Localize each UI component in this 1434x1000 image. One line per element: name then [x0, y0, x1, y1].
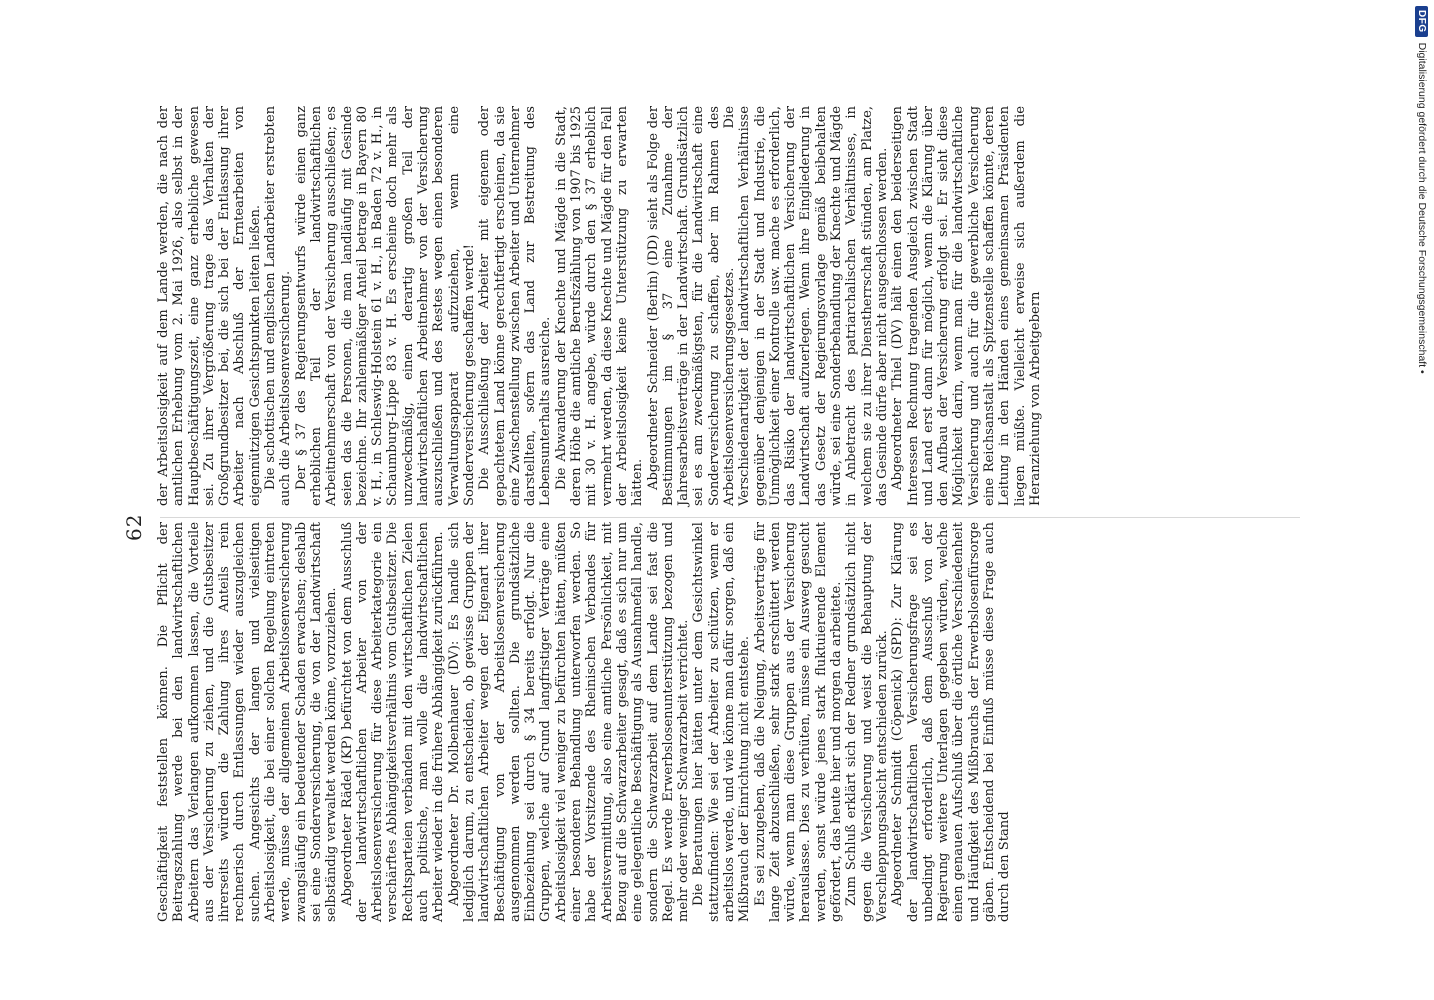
paragraph: Die Abwanderung der Knechte und Mägde in die Stadt, deren Höhe die amtliche Berufszählung von 1907 bis 1925 mit 30 v. H. angebe, würde durch den § 37 erheblich vermehrt werden, da diese Knechte und Mägde für den Fall der Arbeitslosigkeit keine Unterstützung zu erwarten hätten.	[553, 106, 646, 506]
column-divider	[160, 517, 1300, 518]
paragraph: Die schottischen und englischen Landarbeiter erstrebten auch die Arbeitslosenversicherung.	[263, 106, 294, 506]
paragraph: Abgeordneter Dr. Molbenhauer (DV): Es handle sich lediglich darum, zu entscheiden, ob gewisse Gruppen der landwirtschaftlichen Arbeiter wegen der Eigenart ihrer Beschäftigung von der Arbeitslosenversicherung ausgenommen werden sollten. Die grundsätzliche Einbeziehung sei durch § 34 bereits erfolgt. Nur die Gruppen, welche auf Grund langfristiger Verträge eine Arbeitslosigkeit viel weniger zu befürchten hätten, müßten einer besonderen Behandlung unterworfen werden. So habe der Vorsitzende des Rheinischen Verbandes für Arbeitsvermittlung, also eine amtliche Persönlichkeit, mit Bezug auf die Schwarzarbeiter gesagt, daß es sich nur um eine gelegentliche Beschäftigung als Ausnahmefall handle, sondern die Schwarzarbeit auf dem Lande sei fast die Regel. Es werde Erwerbslosenunterstützung bezogen und mehr oder weniger Schwarzarbeit verrichtet.	[446, 522, 692, 922]
paragraph: Zum Schluß erklärt sich der Redner grundsätzlich nicht gegen die Versicherung und weist die Behauptung der Verschleppungsabsicht entschieden zurück.	[844, 522, 890, 922]
left-column	[156, 522, 1013, 922]
watermark-text: Digitalisierung gefördert durch die Deutsche Forschungsgemeinschaft •	[1416, 42, 1428, 374]
paragraph: Geschäftigkeit feststellen können. Die Pflicht der Beitragszahlung werde bei den landwirtschaftlichen Arbeitern das Verlangen aufkommen lassen, die Vorteile aus der Versicherung zu ziehen, und die Gutsbesitzer ihrerseits würden die Zahlung ihres Anteils rein rechnerisch durch Entlassungen wieder auszugleichen suchen. Angesichts der langen und vielseitigen Arbeitslosigkeit, die bei einer solchen Regelung eintreten werde, müsse der allgemeinen Arbeitslosenversicherung zwangsläufig ein bedeutender Schaden erwachsen; deshalb sei eine Sonderversicherung, die von der Landwirtschaft selbständig verwaltet werden könne, vorzuziehen.	[156, 522, 340, 922]
paragraph: Abgeordneter Schneider (Berlin) (DD) sieht als Folge der Bestimmungen im § 37 eine Zunahme der Jahresarbeitsverträge in der Landwirtschaft. Grundsätzlich sei es am zweckmäßigsten, für die Landwirtschaft eine Sonderversicherung zu schaffen, aber im Rahmen des Arbeitslosenversicherungsgesetzes. Die Verschiedenartigkeit der landwirtschaftlichen Verhältnisse gegenüber denjenigen in der Stadt und Industrie, die Unmöglichkeit einer Kontrolle usw. mache es erforderlich, das Risiko der landwirtschaftlichen Versicherung der Landwirtschaft aufzuerlegen. Wenn ihre Eingliederung in das Gesetz der Regierungsvorlage gemäß beibehalten würde, sei eine Sonderbehandlung der Knechte und Mägde in Anbetracht des patriarchalischen Verhältnisses, in welchem sie zu ihrer Dienstherrschaft stünden, am Platze, das Gesinde dürfe aber nicht ausgeschlossen werden.	[645, 106, 890, 506]
paragraph: Die Ausschließung der Arbeiter mit eigenem oder gepachtetem Land könne gerechtfertigt erscheinen, da sie eine Zwischenstellung zwischen Arbeiter und Unternehmer darstellten, sofern das Land zur Bestreitung des Lebensunterhalts ausreiche.	[477, 106, 554, 506]
page-number: 62	[122, 513, 146, 541]
right-column	[156, 106, 1043, 506]
watermark-rotated	[1410, 6, 1434, 996]
paragraph: Es sei zuzugeben, daß die Neigung, Arbeitsverträge für lange Zeit abzuschließen, sehr stark erschüttert werden würde, wenn man diese Gruppen aus der Versicherung herauslasse. Dies zu verhüten, müsse ein Ausweg gesucht werden, sonst würde jenes stark fluktuierende Element gefördert, das heute hier und morgen da arbeitete.	[752, 522, 845, 922]
paragraph: der Arbeitslosigkeit auf dem Lande werden, die nach der amtlichen Erhebung vom 2. Mai 1926, also selbst in der Hauptbeschäftigungszeit, eine ganz erhebliche gewesen sei. Zu ihrer Vergrößerung trage das Verhalten der Großgrundbesitzer bei, die sich bei der Entlassung ihrer Arbeiter nach Abschluß der Erntearbeiten von eigennützigen Gesichtspunkten leiten ließen.	[156, 106, 263, 506]
paragraph: Abgeordneter Schmidt (Cöpenick) (SPD): Zur Klärung der landwirtschaftlichen Versicherungsfrage sei es unbedingt erforderlich, daß dem Ausschuß von der Regierung weitere Unterlagen gegeben würden, welche einen genauen Aufschluß über die örtliche Verschiedenheit und Häufigkeit des Mißbrauchs der Erwerbslosenfürsorge gäben. Entscheidend bei Einfluß müsse diese Frage auch durch den Stand	[890, 522, 1013, 922]
paragraph: Abgeordneter Thiel (DV) hält einen den beiderseitigen Interessen Rechnung tragenden Ausgleich zwischen Stadt und Land erst dann für möglich, wenn die Klärung über den Aufbau der Versicherung erfolgt sei. Er sieht diese Möglichkeit darin, wenn man für die landwirtschaftliche Versicherung und auch für die gewerbliche Versicherung eine Reichsanstalt als Spitzenstelle schaffen könnte, deren Leitung in den Händen eines gemeinsamen Präsidenten liegen müßte. Vielleicht erweise sich außerdem die Heranziehung von Arbeitgebern	[890, 106, 1043, 506]
dfg-logo: DFG	[1416, 6, 1429, 37]
paragraph: Abgeordneter Rädel (KP) befürchtet von dem Ausschluß der landwirtschaftlichen Arbeiter von der Arbeitslosenversicherung für diese Arbeiterkategorie ein verschärftes Abhängigkeitsverhältnis vom Gutsbesitzer. Die Rechtsparteien verbänden mit den wirtschaftlichen Zielen auch politische, man wolle die landwirtschaftlichen Arbeiter wieder in die frühere Abhängigkeit zurückführen.	[339, 522, 447, 922]
dfg-watermark	[1410, 6, 1434, 996]
paragraph: Die Beratungen hier hätten unter dem Gesichtswinkel stattzufinden: Wie sei der Arbeiter zu schützen, wenn er arbeitslos werde, und wie könne man dafür sorgen, daß ein Mißbrauch der Einrichtung nicht entstehe.	[691, 522, 753, 922]
paragraph: Der § 37 des Regierungsentwurfs würde einen ganz erheblichen Teil der landwirtschaftlichen Arbeitnehmerschaft von der Versicherung ausschließen; es seien das die Personen, die man landläufig mit Gesinde bezeichne. Ihr zahlenmäßiger Anteil betrage in Bayern 80 v. H., in Schleswig-Holstein 61 v. H., in Baden 72 v. H., in Schaumburg-Lippe 83 v. H. Es erscheine doch mehr als unzweckmäßig, einen derartig großen Teil der landwirtschaftlichen Arbeitnehmer von der Versicherung auszuschließen und des Restes wegen einen besonderen Verwaltungsapparat aufzuziehen, wenn eine Sonderversicherung geschaffen werde!	[293, 106, 477, 506]
scan-content	[116, 86, 1306, 946]
rotated-scan	[116, 86, 1306, 946]
